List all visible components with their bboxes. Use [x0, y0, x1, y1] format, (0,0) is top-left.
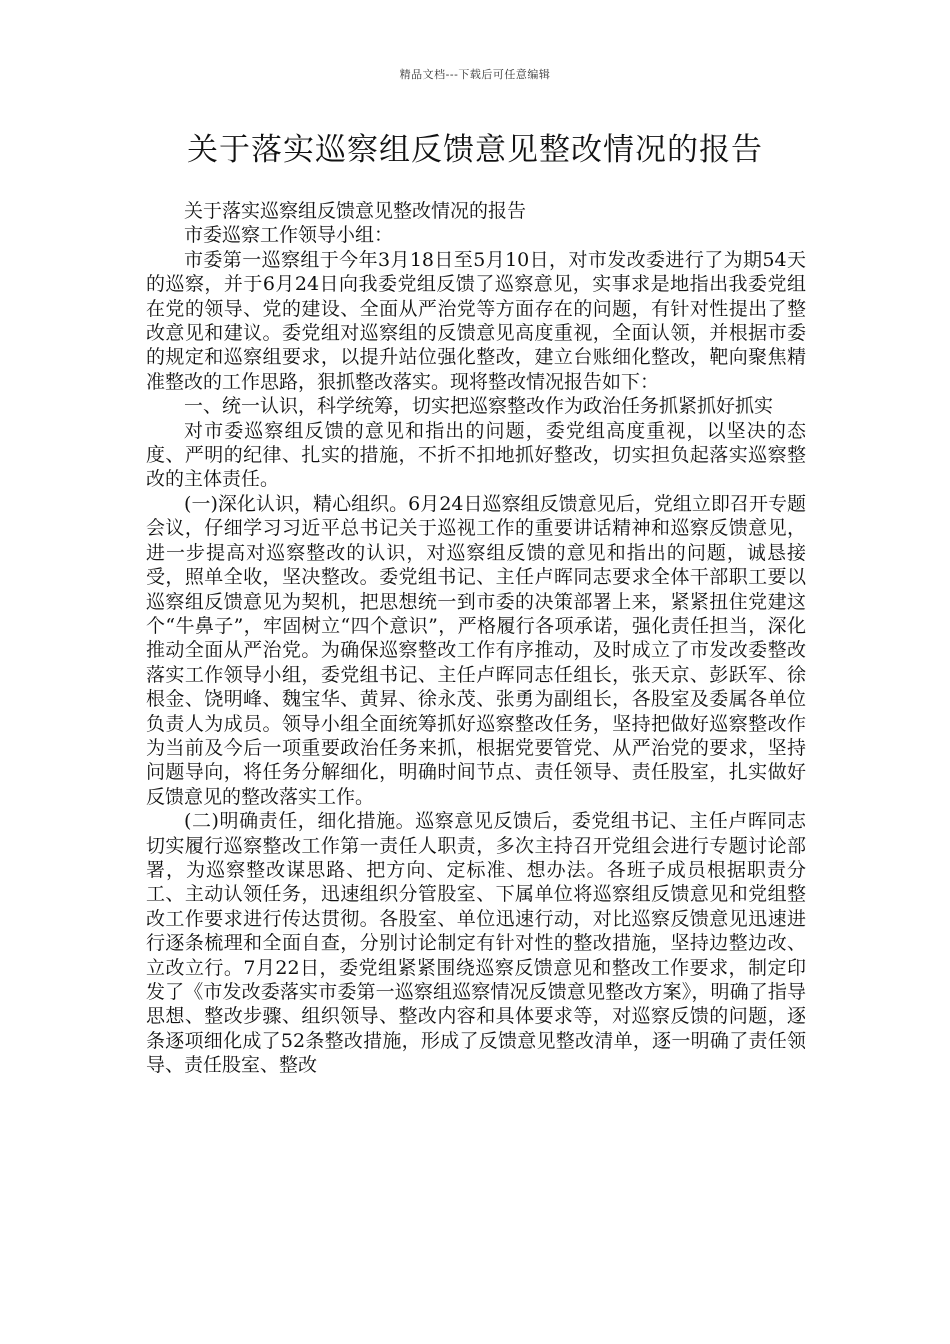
paragraph-subsection-2: (二)明确责任，细化措施。巡察意见反馈后，委党组书记、主任卢晖同志切实履行巡察整改工作第一责任人职责，多次主持召开党组会进行专题讨论部署，为巡察整改谋思路、把方向、定标准、想办法。各班子成员根据职责分工、主动认领任务，迅速组织分管股室、下属单位将巡察组反馈意见和党组整改工作要求进行传达贯彻。各股室、单位迅速行动，对比巡察反馈意见迅速进行逐条梳理和全面自查，分别讨论制定有针对性的整改措施，坚持边整边改、立改立行。7月22日，委党组紧紧围绕巡察反馈意见和整改工作要求，制定印发了《市发改委落实市委第一巡察组巡察情况反馈意见整改方案》，明确了指导思想、整改步骤、组织领导、整改内容和具体要求等，对巡察反馈的问题，逐条逐项细化成了52条整改措施，形成了反馈意见整改清单，逐一明确了责任领导、责任股室、整改	[146, 810, 806, 1077]
header-note: 精品文档---下载后可任意编辑	[399, 68, 551, 81]
paragraph-subtitle: 关于落实巡察组反馈意见整改情况的报告	[184, 200, 527, 222]
paragraph-salutation: 市委巡察工作领导小组：	[184, 224, 394, 247]
document-body	[146, 199, 806, 1078]
paragraph-intro: 市委第一巡察组于今年3月18日至5月10日，对市发改委进行了为期54天的巡察，并于6月24日向我委党组反馈了巡察意见，实事求是地指出我委党组在党的领导、党的建设、全面从严治党等方面存在的问题，有针对性提出了整改意见和建议。委党组对巡察组的反馈意见高度重视，全面认领，并根据市委的规定和巡察组要求，以提升站位强化整改，建立台账细化整改，靶向聚焦精准整改的工作思路，狠抓整改落实。现将整改情况报告如下：	[146, 248, 806, 393]
document-title: 关于落实巡察组反馈意见整改情况的报告	[187, 132, 763, 168]
section-heading-1: 一、统一认识，科学统筹，切实把巡察整改作为政治任务抓紧抓好抓实	[184, 395, 774, 418]
paragraph-subsection-1: (一)深化认识，精心组织。6月24日巡察组反馈意见后，党组立即召开专题会议，仔细学习习近平总书记关于巡视工作的重要讲话精神和巡察反馈意见，进一步提高对巡察整改的认识，对巡察组反馈的意见和指出的问题，诚恳接受，照单全收，坚决整改。委党组书记、主任卢晖同志要求全体干部职工要以巡察组反馈意见为契机，把思想统一到市委的决策部署上来，紧紧扭住党建这个“牛鼻子”，牢固树立“四个意识”，严格履行各项承诺，强化责任担当，深化推动全面从严治党。为确保巡察整改工作有序推动，及时成立了市发改委整改落实工作领导小组，委党组书记、主任卢晖同志任组长，张天京、彭跃军、徐根金、饶明峰、魏宝华、黄昇、徐永茂、张勇为副组长，各股室及委属各单位负责人为成员。领导小组全面统筹抓好巡察整改任务，坚持把做好巡察整改作为当前及今后一项重要政治任务来抓，根据党要管党、从严治党的要求，坚持问题导向，将任务分解细化，明确时间节点、责任领导、责任股室，扎实做好反馈意见的整改落实工作。	[146, 492, 806, 808]
paragraph-section-1-intro: 对市委巡察组反馈的意见和指出的问题，委党组高度重视，以坚决的态度、严明的纪律、扎实的措施，不折不扣地抓好整改，切实担负起落实巡察整改的主体责任。	[146, 419, 806, 491]
